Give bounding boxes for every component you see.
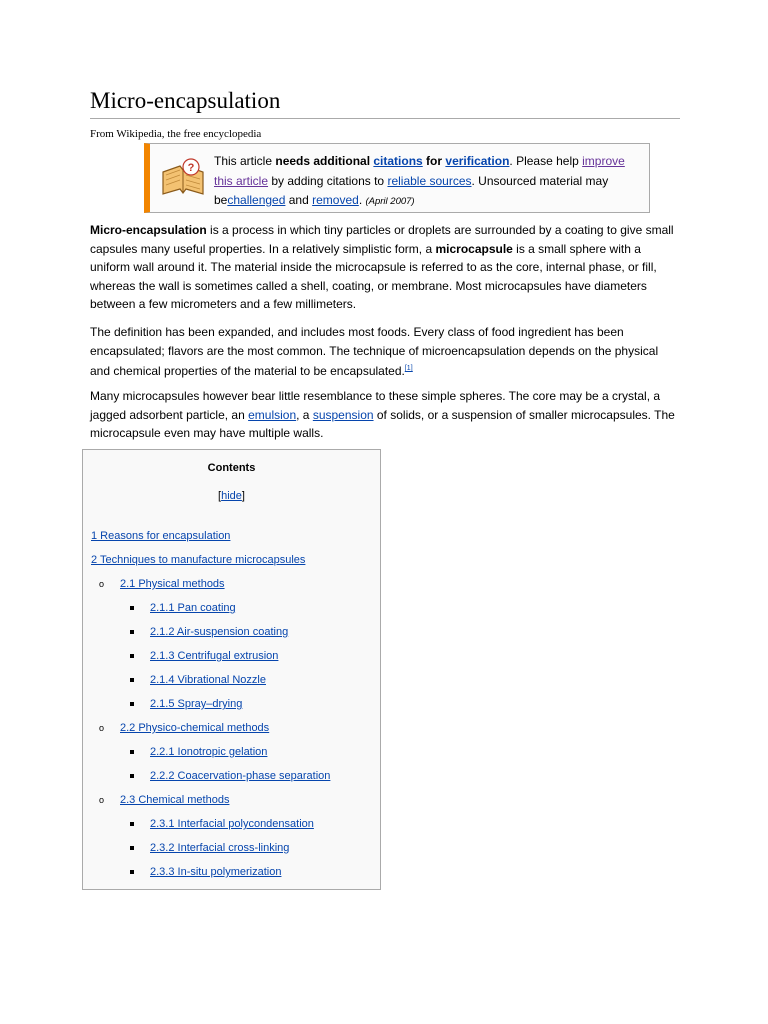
- toc-bullet-circle: o: [99, 579, 105, 589]
- svg-text:?: ?: [187, 162, 195, 174]
- toc-bullet-circle: o: [99, 795, 105, 805]
- toc-bullet-square: [130, 750, 134, 754]
- resemblance-text-3: of solids, or a suspension of smaller microcapsules. The microcapsule even may have multiple walls.: [90, 407, 675, 440]
- toc-item-2-1-1[interactable]: 2.1.1 Pan coating: [150, 602, 236, 614]
- removed-link[interactable]: removed: [312, 193, 359, 207]
- resemblance-text-2: , a: [296, 407, 313, 422]
- toc-item-2[interactable]: 2 Techniques to manufacture microcapsules: [91, 554, 306, 566]
- toc-item-2-2[interactable]: 2.2 Physico-chemical methods: [120, 722, 270, 734]
- citations-link[interactable]: citations: [373, 154, 423, 168]
- verification-link[interactable]: verification: [445, 154, 510, 168]
- term-micro-encapsulation: Micro-encapsulation: [90, 223, 207, 237]
- toc-item-2-3-1[interactable]: 2.3.1 Interfacial polycondensation: [150, 818, 314, 830]
- notice-text-4: . Unsourced material may be: [214, 173, 609, 207]
- notice-text-6: .: [358, 193, 366, 207]
- intro-text-2: is a small sphere with a uniform wall around it. The material inside the microcapsule is referred to as the core, internal phase, or fill, whereas the wall is sometimes called a shell, coating, or membrane. Most microcapsules have diameters between a few micrometers and a few millimeters.: [90, 241, 657, 311]
- notice-bold-for: for: [422, 154, 446, 168]
- toc-bullet-square: [130, 822, 134, 826]
- page-title: Micro-encapsulation: [90, 88, 281, 113]
- notice-text: This article: [214, 154, 276, 168]
- definition-text: The definition has been expanded, and includes most foods. Every class of food ingredient has been encapsulated; flavors are the most common. The technique of microencapsulation depends on the physical and chemical properties of the material to be encapsulated.: [90, 325, 659, 378]
- notice-text-3: by adding citations to: [268, 173, 388, 188]
- toc-bullet-square: [130, 678, 134, 682]
- challenged-link[interactable]: challenged: [227, 193, 286, 207]
- toc-hide-control: [83, 490, 380, 502]
- suspension-link[interactable]: suspension: [312, 407, 374, 422]
- toc-bullet-circle: o: [99, 723, 105, 733]
- intro-text-1: is a process in which tiny particles or droplets are surrounded by a coating to give small capsules many useful properties. In a relatively simplistic form, a: [90, 223, 674, 256]
- table-of-contents: [82, 449, 381, 890]
- notice-bold: needs additional: [275, 154, 374, 168]
- toc-item-2-3-3[interactable]: 2.3.3 In-situ polymerization: [150, 866, 282, 878]
- toc-item-2-3[interactable]: 2.3 Chemical methods: [120, 794, 230, 806]
- toc-item-2-1-3[interactable]: 2.1.3 Centrifugal extrusion: [150, 650, 279, 662]
- book-icon: [160, 156, 206, 200]
- term-microcapsule: microcapsule: [435, 241, 513, 256]
- title-divider: [90, 118, 680, 119]
- emulsion-link[interactable]: emulsion: [248, 407, 297, 422]
- improve-article-link[interactable]: improve this article: [214, 154, 625, 188]
- toc-title: Contents: [207, 462, 256, 474]
- toc-hide-close: ]: [241, 490, 245, 502]
- notice-text-2: . Please help: [509, 154, 583, 168]
- toc-item-2-1-5[interactable]: 2.1.5 Spray–drying: [150, 698, 243, 710]
- toc-item-2-1[interactable]: 2.1 Physical methods: [120, 578, 225, 590]
- reference-1-link[interactable]: [1]: [404, 365, 413, 372]
- definition-paragraph: [90, 323, 680, 381]
- citation-notice-box: [144, 143, 650, 213]
- resemblance-text-1: Many microcapsules however bear little resemblance to these simple spheres. The core may be a crystal, a jagged adsorbent particle, an: [90, 389, 661, 422]
- toc-bullet-square: [130, 846, 134, 850]
- toc-item-2-1-2[interactable]: 2.1.2 Air-suspension coating: [150, 626, 289, 638]
- notice-date: (April 2007): [365, 196, 415, 207]
- toc-bullet-square: [130, 870, 134, 874]
- notice-text-5: and: [285, 193, 313, 207]
- toc-hide-link[interactable]: hide: [221, 490, 242, 502]
- site-tagline: From Wikipedia, the free encyclopedia: [90, 128, 262, 140]
- intro-paragraph: [90, 221, 680, 314]
- notice-message: [214, 152, 644, 212]
- toc-bullet-square: [130, 774, 134, 778]
- toc-bullet-square: [130, 630, 134, 634]
- toc-item-2-1-4[interactable]: 2.1.4 Vibrational Nozzle: [150, 674, 266, 686]
- toc-bullet-square: [130, 654, 134, 658]
- toc-item-2-2-1[interactable]: 2.2.1 Ionotropic gelation: [150, 746, 268, 758]
- toc-bullet-square: [130, 606, 134, 610]
- toc-item-1[interactable]: 1 Reasons for encapsulation: [91, 530, 231, 542]
- reliable-sources-link[interactable]: reliable sources: [387, 173, 472, 188]
- resemblance-paragraph: [90, 387, 680, 443]
- toc-hide-open: [: [218, 490, 222, 502]
- toc-item-2-2-2[interactable]: 2.2.2 Coacervation-phase separation: [150, 770, 331, 782]
- toc-item-2-3-2[interactable]: 2.3.2 Interfacial cross-linking: [150, 842, 290, 854]
- toc-bullet-square: [130, 702, 134, 706]
